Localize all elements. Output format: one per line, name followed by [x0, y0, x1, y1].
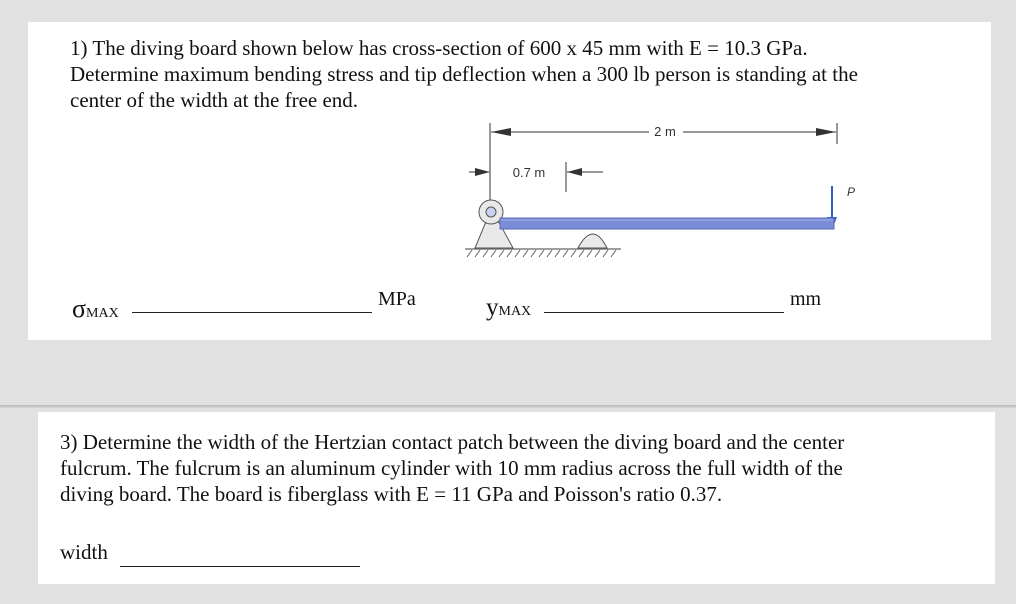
problem-1-statement: [70, 35, 985, 113]
sigma-unit: MPa: [378, 288, 416, 310]
problem-3-line-2: fulcrum. The fulcrum is an aluminum cylinder with 10 mm radius across the full width of the: [60, 456, 843, 480]
diving-board-diagram: [433, 120, 856, 270]
width-answer-blank[interactable]: [120, 566, 360, 567]
section-divider: [0, 405, 1016, 408]
support-dim-arrowhead-left: [475, 168, 490, 176]
sigma-subscript: MAX: [86, 306, 119, 321]
span-arrowhead-left: [491, 128, 511, 136]
load-label: P: [847, 185, 856, 199]
problem-3-line-1: 3) Determine the width of the Hertzian contact patch between the diving board and the center: [60, 430, 845, 454]
support-dim-arrowhead-right: [567, 168, 582, 176]
problem-3-statement: [60, 429, 985, 507]
y-subscript: MAX: [498, 304, 532, 319]
fulcrum-support: [578, 234, 607, 248]
problem-1-card: [28, 22, 991, 340]
problem-3-line-3: diving board. The board is fiberglass with E = 11 GPa and Poisson's ratio 0.37.: [60, 482, 723, 506]
problem-3-card: [38, 412, 995, 584]
support-distance-label: 0.7 m: [512, 165, 546, 180]
sigma-max-answer-blank[interactable]: [132, 312, 372, 313]
span-label: 2 m: [654, 124, 676, 139]
sigma-max-label: [72, 294, 119, 324]
pin-hinge-inner: [486, 207, 496, 217]
ground-hatch: [467, 250, 616, 257]
span-arrowhead-right: [816, 128, 836, 136]
width-label: width: [60, 540, 108, 564]
sigma-symbol: σ: [72, 294, 87, 323]
y-max-label: [486, 294, 531, 322]
y-symbol: y: [486, 294, 499, 321]
y-unit: mm: [790, 288, 822, 310]
problem-1-line-2: Determine maximum bending stress and tip deflection when a 300 lb person is standing at the: [70, 62, 858, 86]
y-max-answer-blank[interactable]: [544, 312, 784, 313]
problem-1-line-3: center of the width at the free end.: [70, 88, 359, 112]
problem-1-line-1: 1) The diving board shown below has cross-section of 600 x 45 mm with E = 10.3 GPa.: [70, 36, 808, 60]
